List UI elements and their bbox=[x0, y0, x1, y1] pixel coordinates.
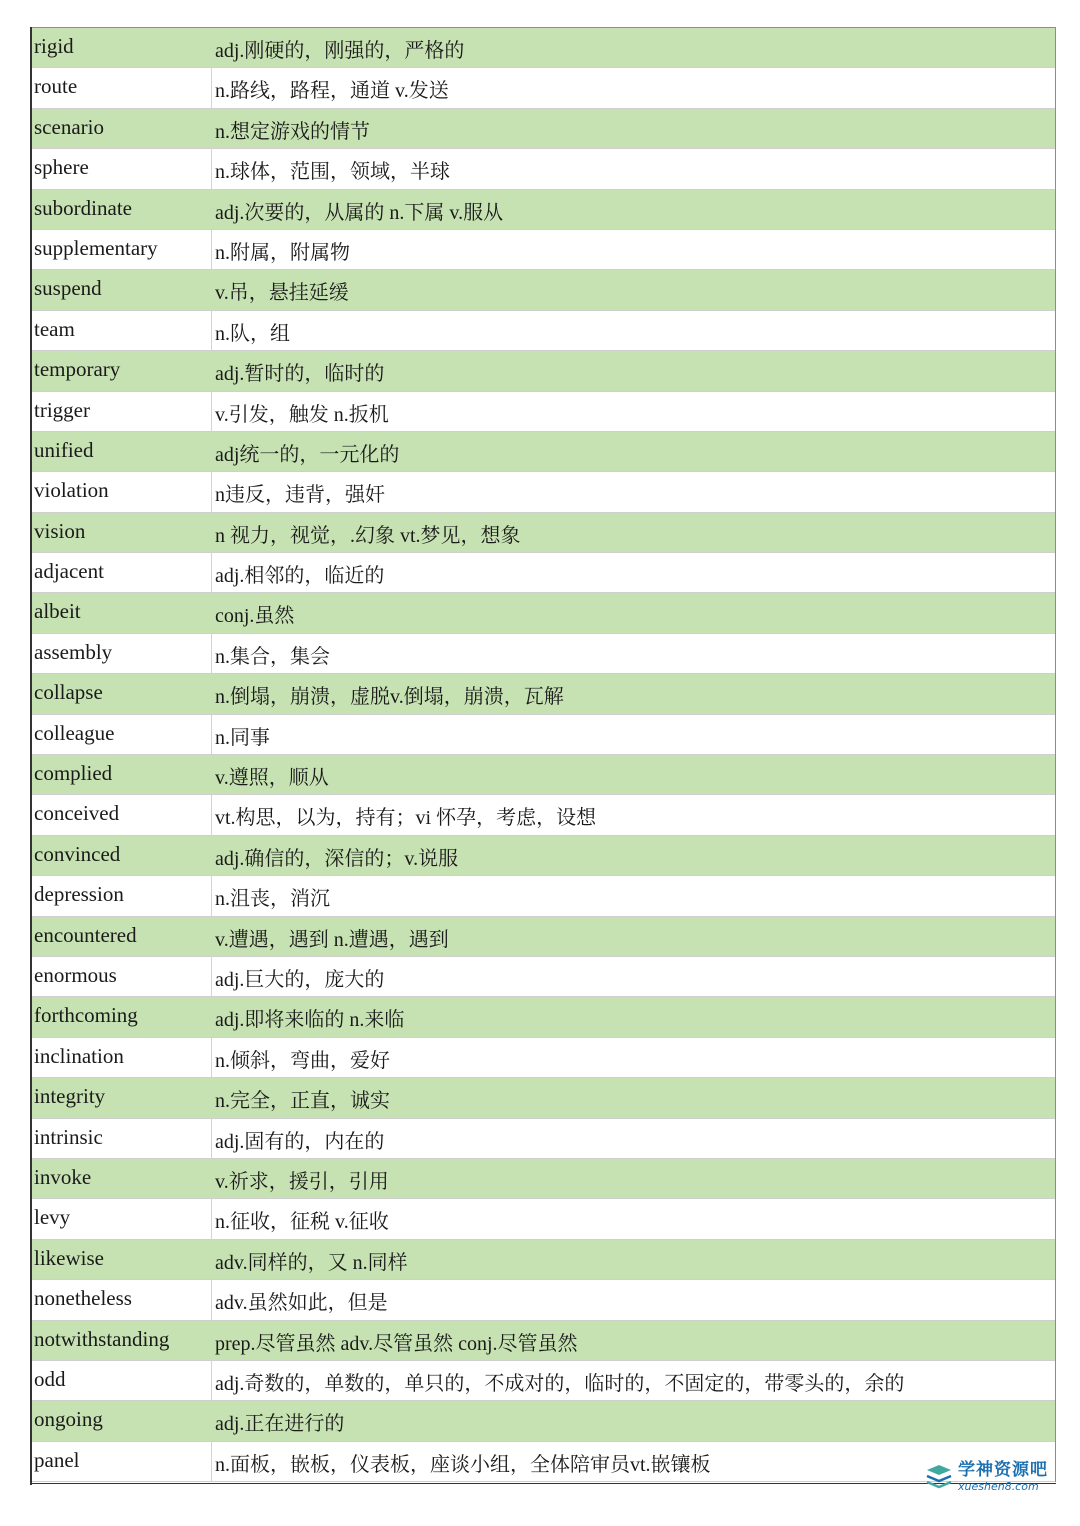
table-row bbox=[31, 1159, 1055, 1199]
meaning-cell: adj.刚硬的，刚强的，严格的 bbox=[215, 40, 465, 62]
table-row bbox=[31, 957, 1055, 997]
word-cell: integrity bbox=[31, 1078, 212, 1117]
table-row bbox=[31, 917, 1055, 957]
word-cell: rigid bbox=[31, 28, 212, 67]
table-row bbox=[31, 28, 1055, 68]
watermark-url: xueshen8.com bbox=[958, 1480, 1039, 1493]
table-row bbox=[31, 1199, 1055, 1239]
meaning-cell: adj.固有的，内在的 bbox=[215, 1130, 385, 1153]
meaning-cell: v.遵照，顺从 bbox=[215, 767, 329, 790]
table-row bbox=[31, 190, 1055, 230]
word-cell: suspend bbox=[31, 270, 212, 309]
table-row bbox=[31, 634, 1055, 674]
word-cell: encountered bbox=[31, 917, 212, 956]
table-row bbox=[31, 876, 1055, 916]
meaning-cell: adj.奇数的，单数的，单只的，不成对的，临时的，不固定的，带零头的，余的 bbox=[215, 1372, 905, 1395]
meaning-cell: adj.暂时的，临时的 bbox=[215, 363, 385, 386]
table-row bbox=[31, 472, 1055, 512]
word-cell: route bbox=[31, 68, 212, 107]
meaning-cell: v.遭遇，遇到 n.遭遇，遇到 bbox=[215, 928, 449, 951]
meaning-cell: conj.虽然 bbox=[215, 605, 295, 628]
meaning-cell: adj.相邻的，临近的 bbox=[215, 565, 385, 588]
meaning-cell: n.沮丧，消沉 bbox=[215, 888, 330, 911]
meaning-cell: v.祈求，援引，引用 bbox=[215, 1170, 389, 1193]
table-row bbox=[31, 311, 1055, 351]
word-cell: complied bbox=[31, 755, 212, 794]
word-cell: trigger bbox=[31, 392, 212, 431]
meaning-cell: n 视力，视觉，.幻象 vt.梦见，想象 bbox=[215, 524, 521, 547]
word-cell: temporary bbox=[31, 351, 212, 390]
word-cell: supplementary bbox=[31, 230, 212, 269]
word-cell: team bbox=[31, 311, 212, 350]
meaning-cell: adj统一的，一元化的 bbox=[215, 443, 400, 466]
table-row bbox=[31, 351, 1055, 391]
table-row bbox=[31, 1442, 1055, 1482]
meaning-cell: n.倒塌，崩溃，虚脱v.倒塌，崩溃，瓦解 bbox=[215, 686, 564, 709]
meaning-cell: n.同事 bbox=[215, 726, 270, 749]
table-row bbox=[31, 755, 1055, 795]
meaning-cell: v.引发，触发 n.扳机 bbox=[215, 403, 389, 426]
meaning-cell: adj.巨大的，庞大的 bbox=[215, 968, 385, 991]
table-row bbox=[31, 1038, 1055, 1078]
meaning-cell: vt.构思，以为，持有；vi 怀孕，考虑，设想 bbox=[215, 807, 597, 830]
word-cell: conceived bbox=[31, 795, 212, 834]
word-cell: notwithstanding bbox=[31, 1321, 212, 1360]
table-row bbox=[31, 432, 1055, 472]
meaning-cell: n.完全，正直，诚实 bbox=[215, 1090, 390, 1113]
table-row bbox=[31, 593, 1055, 633]
table-row bbox=[31, 795, 1055, 835]
word-cell: inclination bbox=[31, 1038, 212, 1077]
meaning-cell: adj.次要的，从属的 n.下属 v.服从 bbox=[215, 201, 504, 224]
meaning-cell: prep.尽管虽然 adv.尽管虽然 conj.尽管虽然 bbox=[215, 1332, 578, 1355]
stacked-books-icon bbox=[924, 1462, 954, 1492]
word-cell: depression bbox=[31, 876, 212, 915]
table-row bbox=[31, 553, 1055, 593]
table-bottom-border bbox=[30, 1483, 1056, 1484]
word-cell: subordinate bbox=[31, 190, 212, 229]
word-cell: albeit bbox=[31, 593, 212, 632]
meaning-cell: n.球体，范围，领域，半球 bbox=[215, 161, 450, 184]
meaning-cell: n.征收，征税 v.征收 bbox=[215, 1211, 389, 1234]
table-row bbox=[31, 674, 1055, 714]
meaning-cell: n.倾斜，弯曲，爱好 bbox=[215, 1049, 390, 1072]
table-row bbox=[31, 230, 1055, 270]
vocabulary-table bbox=[31, 27, 1056, 1482]
table-row bbox=[31, 513, 1055, 553]
meaning-cell: n.队，组 bbox=[215, 322, 290, 345]
meaning-cell: adv.虽然如此，但是 bbox=[215, 1292, 388, 1315]
word-cell: intrinsic bbox=[31, 1119, 212, 1158]
meaning-cell: n.附属，附属物 bbox=[215, 241, 350, 264]
word-cell: vision bbox=[31, 513, 212, 552]
meaning-cell: v.吊，悬挂延缓 bbox=[215, 282, 349, 305]
word-cell: convinced bbox=[31, 836, 212, 875]
table-row bbox=[31, 149, 1055, 189]
table-row bbox=[31, 1119, 1055, 1159]
meaning-cell: n.面板，嵌板，仪表板，座谈小组，全体陪审员vt.嵌镶板 bbox=[215, 1453, 711, 1476]
meaning-cell: n违反，违背，强奸 bbox=[215, 484, 385, 507]
word-cell: assembly bbox=[31, 634, 212, 673]
site-watermark bbox=[924, 1460, 1054, 1494]
table-row bbox=[31, 997, 1055, 1037]
word-cell: nonetheless bbox=[31, 1280, 212, 1319]
table-row bbox=[31, 270, 1055, 310]
word-cell: likewise bbox=[31, 1240, 212, 1279]
word-cell: collapse bbox=[31, 674, 212, 713]
table-row bbox=[31, 1280, 1055, 1320]
table-row bbox=[31, 109, 1055, 149]
watermark-name: 学神资源吧 bbox=[958, 1460, 1048, 1480]
word-cell: enormous bbox=[31, 957, 212, 996]
word-cell: odd bbox=[31, 1361, 212, 1400]
meaning-cell: adj.确信的，深信的；v.说服 bbox=[215, 847, 459, 870]
table-row bbox=[31, 1240, 1055, 1280]
word-cell: invoke bbox=[31, 1159, 212, 1198]
table-row bbox=[31, 1361, 1055, 1401]
table-row bbox=[31, 1401, 1055, 1441]
table-row bbox=[31, 1078, 1055, 1118]
word-cell: violation bbox=[31, 472, 212, 511]
meaning-cell: n.集合，集会 bbox=[215, 645, 330, 668]
meaning-cell: adv.同样的，又 n.同样 bbox=[215, 1251, 408, 1274]
table-row bbox=[31, 836, 1055, 876]
word-cell: sphere bbox=[31, 149, 212, 188]
word-cell: unified bbox=[31, 432, 212, 471]
table-row bbox=[31, 1321, 1055, 1361]
word-cell: levy bbox=[31, 1199, 212, 1238]
meaning-cell: adj.正在进行的 bbox=[215, 1413, 345, 1436]
word-cell: scenario bbox=[31, 109, 212, 148]
table-row bbox=[31, 68, 1055, 108]
meaning-cell: adj.即将来临的 n.来临 bbox=[215, 1009, 405, 1032]
meaning-cell: n.路线，路程，通道 v.发送 bbox=[215, 80, 449, 103]
table-row bbox=[31, 392, 1055, 432]
word-cell: ongoing bbox=[31, 1401, 212, 1440]
table-row bbox=[31, 715, 1055, 755]
word-cell: colleague bbox=[31, 715, 212, 754]
word-cell: forthcoming bbox=[31, 997, 212, 1036]
word-cell: panel bbox=[31, 1442, 212, 1481]
word-cell: adjacent bbox=[31, 553, 212, 592]
meaning-cell: n.想定游戏的情节 bbox=[215, 120, 370, 143]
table-left-border bbox=[30, 27, 32, 1485]
